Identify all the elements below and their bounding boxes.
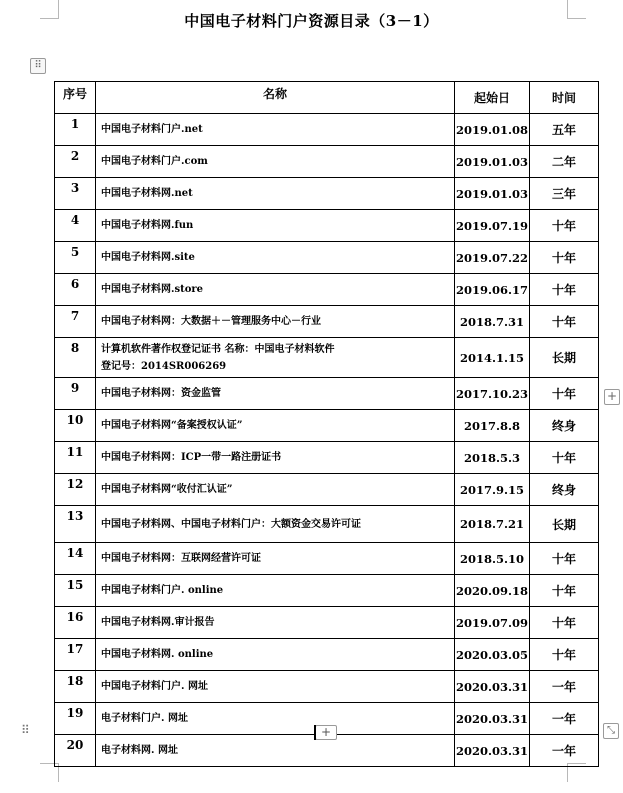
- header-start-date: 起始日: [455, 82, 530, 114]
- row-number: 2: [55, 146, 96, 178]
- term: 十年: [530, 210, 599, 242]
- resource-name: 中国电子材料网“收付汇认证”: [96, 474, 455, 506]
- resource-name: 中国电子材料网“备案授权认证”: [96, 410, 455, 442]
- row-number: 3: [55, 178, 96, 210]
- resource-name-line2: 登记号：2014SR006269: [101, 360, 227, 372]
- resource-name: 中国电子材料网：大数据＋－管理服务中心－行业: [96, 306, 455, 338]
- drag-dots-icon[interactable]: ⠿: [21, 723, 30, 737]
- resource-name: 中国电子材料门户.net: [96, 114, 455, 146]
- start-date: 2014.1.15: [455, 338, 530, 378]
- row-number: 1: [55, 114, 96, 146]
- term: 十年: [530, 575, 599, 607]
- table-move-handle-icon[interactable]: ⠿: [30, 58, 46, 74]
- resource-name: 中国电子材料网.site: [96, 242, 455, 274]
- table-row: [55, 146, 599, 178]
- start-date: 2017.8.8: [455, 410, 530, 442]
- table-row: [55, 338, 599, 378]
- table-row: [55, 575, 599, 607]
- term: 二年: [530, 146, 599, 178]
- term: 一年: [530, 703, 599, 735]
- start-date: 2019.01.03: [455, 178, 530, 210]
- start-date: 2017.10.23: [455, 378, 530, 410]
- start-date: 2020.03.05: [455, 639, 530, 671]
- resource-name: 中国电子材料网.net: [96, 178, 455, 210]
- table-row: [55, 242, 599, 274]
- row-number: 9: [55, 378, 96, 410]
- resource-directory-table: [54, 81, 599, 767]
- term: 十年: [530, 306, 599, 338]
- table-row: [55, 442, 599, 474]
- table-row: [55, 506, 599, 543]
- resource-name: [96, 338, 455, 378]
- resource-name: 中国电子材料门户.com: [96, 146, 455, 178]
- table-row: [55, 210, 599, 242]
- term: 终身: [530, 410, 599, 442]
- row-number: 5: [55, 242, 96, 274]
- table-row: [55, 543, 599, 575]
- header-term: 时间: [530, 82, 599, 114]
- resource-name: 中国电子材料网：资金监管: [96, 378, 455, 410]
- row-number: 14: [55, 543, 96, 575]
- row-number: 16: [55, 607, 96, 639]
- resource-name: 电子材料网. 网址: [96, 735, 455, 767]
- start-date: 2019.01.08: [455, 114, 530, 146]
- term: 十年: [530, 242, 599, 274]
- table-row: [55, 306, 599, 338]
- term: 长期: [530, 338, 599, 378]
- resource-name: 中国电子材料门户. online: [96, 575, 455, 607]
- table-row: [55, 274, 599, 306]
- term: 十年: [530, 274, 599, 306]
- term: 十年: [530, 607, 599, 639]
- row-number: 11: [55, 442, 96, 474]
- add-column-plus-icon[interactable]: +: [604, 389, 620, 405]
- resource-name: 中国电子材料网.审计报告: [96, 607, 455, 639]
- start-date: 2019.07.19: [455, 210, 530, 242]
- resource-name: 中国电子材料网. online: [96, 639, 455, 671]
- table-row: [55, 671, 599, 703]
- row-number: 4: [55, 210, 96, 242]
- table-header-row: [55, 82, 599, 114]
- table-row: [55, 114, 599, 146]
- document-title: 中国电子材料门户资源目录（3－1）: [184, 12, 439, 30]
- add-row-plus-icon[interactable]: +: [315, 725, 337, 740]
- resource-name: 中国电子材料网.store: [96, 274, 455, 306]
- resource-name: 中国电子材料网：ICP一带一路注册证书: [96, 442, 455, 474]
- start-date: 2020.03.31: [455, 703, 530, 735]
- term: 一年: [530, 735, 599, 767]
- term: 十年: [530, 378, 599, 410]
- table-row: [55, 639, 599, 671]
- resource-name: 中国电子材料网.fun: [96, 210, 455, 242]
- row-number: 20: [55, 735, 96, 767]
- resource-name: 中国电子材料门户. 网址: [96, 671, 455, 703]
- start-date: 2018.7.21: [455, 506, 530, 543]
- row-number: 8: [55, 338, 96, 378]
- start-date: 2018.5.10: [455, 543, 530, 575]
- start-date: 2019.01.03: [455, 146, 530, 178]
- resource-name: 电子材料门户. 网址: [96, 703, 455, 735]
- start-date: 2018.5.3: [455, 442, 530, 474]
- table-row: [55, 474, 599, 506]
- header-no: 序号: [55, 82, 96, 114]
- term: 终身: [530, 474, 599, 506]
- term: 五年: [530, 114, 599, 146]
- resize-corner-icon[interactable]: ⤡: [603, 723, 619, 739]
- row-number: 19: [55, 703, 96, 735]
- header-name: 名称: [96, 82, 455, 114]
- resource-name-line1: 计算机软件著作权登记证书 名称：中国电子材料软件: [101, 343, 335, 355]
- start-date: 2018.7.31: [455, 306, 530, 338]
- term: 十年: [530, 639, 599, 671]
- term: 三年: [530, 178, 599, 210]
- term: 一年: [530, 671, 599, 703]
- row-number: 15: [55, 575, 96, 607]
- resource-name: 中国电子材料网：互联网经营许可证: [96, 543, 455, 575]
- start-date: 2019.07.22: [455, 242, 530, 274]
- table-row: [55, 607, 599, 639]
- term: 长期: [530, 506, 599, 543]
- start-date: 2020.03.31: [455, 671, 530, 703]
- resource-name: 中国电子材料网、中国电子材料门户：大额资金交易许可证: [96, 506, 455, 543]
- row-number: 17: [55, 639, 96, 671]
- start-date: 2019.07.09: [455, 607, 530, 639]
- row-number: 10: [55, 410, 96, 442]
- term: 十年: [530, 543, 599, 575]
- row-number: 13: [55, 506, 96, 543]
- row-number: 18: [55, 671, 96, 703]
- table-row: [55, 178, 599, 210]
- start-date: 2020.03.31: [455, 735, 530, 767]
- table-row: [55, 410, 599, 442]
- row-number: 6: [55, 274, 96, 306]
- start-date: 2020.09.18: [455, 575, 530, 607]
- row-number: 12: [55, 474, 96, 506]
- row-number: 7: [55, 306, 96, 338]
- table-row: [55, 378, 599, 410]
- start-date: 2019.06.17: [455, 274, 530, 306]
- start-date: 2017.9.15: [455, 474, 530, 506]
- term: 十年: [530, 442, 599, 474]
